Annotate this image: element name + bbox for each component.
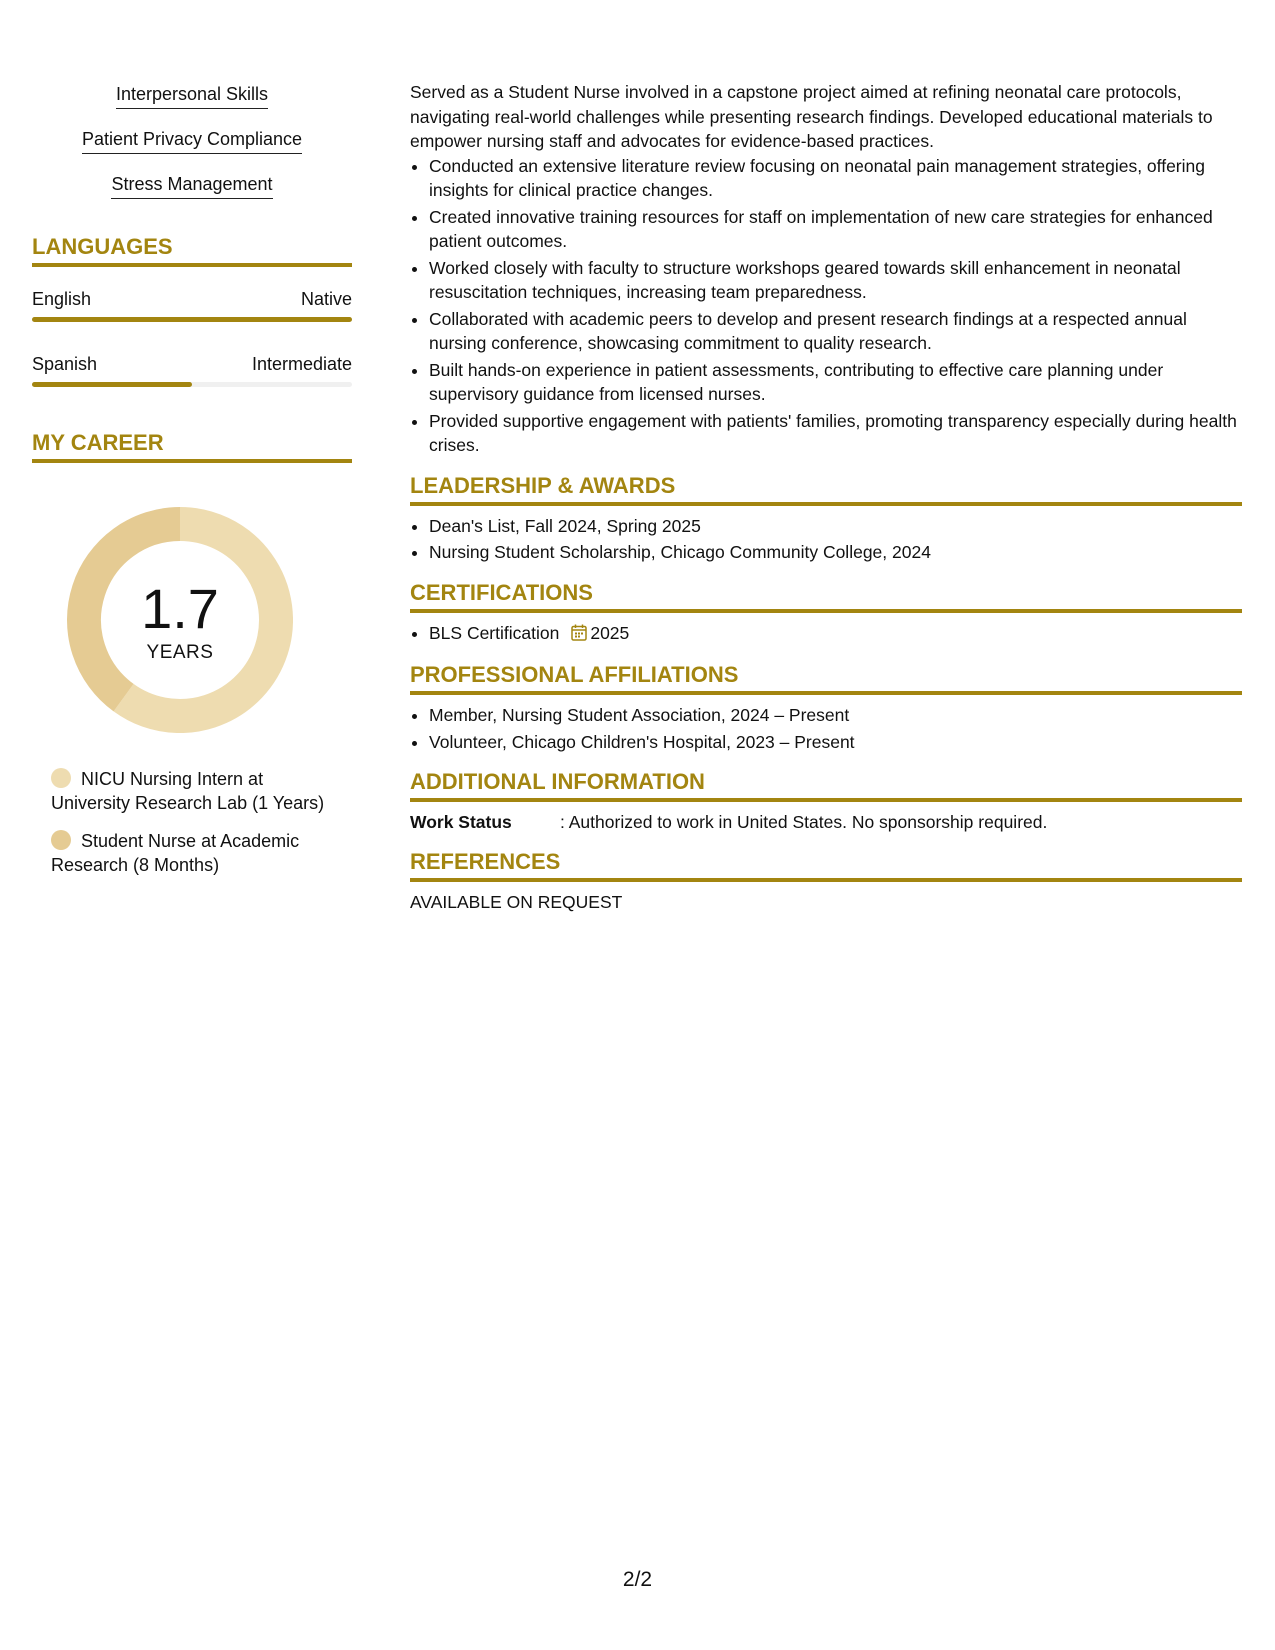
certification-name: BLS Certification xyxy=(429,622,560,643)
career-section xyxy=(32,429,352,877)
language-bar-fill xyxy=(32,382,192,387)
legend-dot xyxy=(51,768,71,788)
left-column xyxy=(32,82,352,891)
references-heading: REFERENCES xyxy=(410,848,1242,882)
list-item: • Dean's List, Fall 2024, Spring 2025 xyxy=(429,514,1242,539)
experience-bullets xyxy=(410,154,1242,458)
list-item: • Conducted an extensive literature review focusing on neonatal pain management strategies, offering insights for clinical practice changes. xyxy=(429,154,1242,203)
list-item: • Collaborated with academic peers to develop and present research findings at a respected annual nursing conference, showcasing commitment to quality research. xyxy=(429,307,1242,356)
references-text: AVAILABLE ON REQUEST xyxy=(410,892,623,912)
work-status-value: : Authorized to work in United States. No sponsorship required. xyxy=(560,812,1048,832)
calendar-icon xyxy=(571,623,587,648)
list-item xyxy=(429,621,1242,648)
work-status-row xyxy=(410,810,1242,834)
affiliations-heading: PROFESSIONAL AFFILIATIONS xyxy=(410,661,1242,695)
language-level: Native xyxy=(300,289,352,309)
certification-year: 2025 xyxy=(590,622,630,643)
additional-section xyxy=(410,768,1242,834)
legend-item: NICU Nursing Intern at University Research Lab (1 Years) xyxy=(51,769,325,813)
language-bar xyxy=(32,382,352,387)
language-bar xyxy=(32,317,352,322)
skills-list xyxy=(32,82,352,199)
references-section xyxy=(410,848,1242,914)
list-item: • Built hands-on experience in patient assessments, contributing to effective care planning under supervisory guidance from licensed nurses. xyxy=(429,358,1242,407)
list-item: • Nursing Student Scholarship, Chicago Community College, 2024 xyxy=(429,540,1242,565)
list-item: • Worked closely with faculty to structure workshops geared towards skill enhancement in neonatal resuscitation techniques, increasing team preparedness. xyxy=(429,256,1242,305)
awards-heading: LEADERSHIP & AWARDS xyxy=(410,472,1242,506)
certifications-heading: CERTIFICATIONS xyxy=(410,579,1242,613)
list-item: • Provided supportive engagement with patients' families, promoting transparency especially during health crises. xyxy=(429,409,1242,458)
career-unit: YEARS xyxy=(146,642,214,663)
language-name: English xyxy=(32,289,92,309)
page-number: 2/2 xyxy=(622,1568,653,1591)
list-item: • Volunteer, Chicago Children's Hospital, 2023 – Present xyxy=(429,730,1242,755)
list-item: • Created innovative training resources for staff on implementation of new care strategies for enhanced patient outcomes. xyxy=(429,205,1242,254)
career-donut-chart xyxy=(67,507,293,733)
affiliations-section xyxy=(410,661,1242,754)
skill-item: Interpersonal Skills xyxy=(32,82,352,109)
career-total: 1.7 xyxy=(141,577,219,640)
list-item: • Member, Nursing Student Association, 2024 – Present xyxy=(429,703,1242,728)
right-column xyxy=(410,80,1242,914)
skill-item: Patient Privacy Compliance xyxy=(32,127,352,154)
language-bar-fill xyxy=(32,317,352,322)
language-level: Intermediate xyxy=(251,354,352,374)
skill-item: Stress Management xyxy=(32,172,352,199)
legend-item: Student Nurse at Academic Research (8 Months) xyxy=(51,831,300,875)
experience-summary: Served as a Student Nurse involved in a capstone project aimed at refining neonatal care protocols, navigating real-world challenges while presenting research findings. Developed educational materials to empower nursing staff and advocates for evidence-based practices. xyxy=(410,82,1213,151)
legend-dot xyxy=(51,830,71,850)
language-name: Spanish xyxy=(32,354,98,374)
awards-section xyxy=(410,472,1242,565)
languages-heading: LANGUAGES xyxy=(32,233,352,267)
certifications-section xyxy=(410,579,1242,648)
additional-heading: ADDITIONAL INFORMATION xyxy=(410,768,1242,802)
career-legend xyxy=(51,767,331,877)
career-heading: MY CAREER xyxy=(32,429,352,463)
language-item xyxy=(32,287,352,322)
work-status-label: Work Status xyxy=(410,812,512,832)
language-item xyxy=(32,352,352,387)
